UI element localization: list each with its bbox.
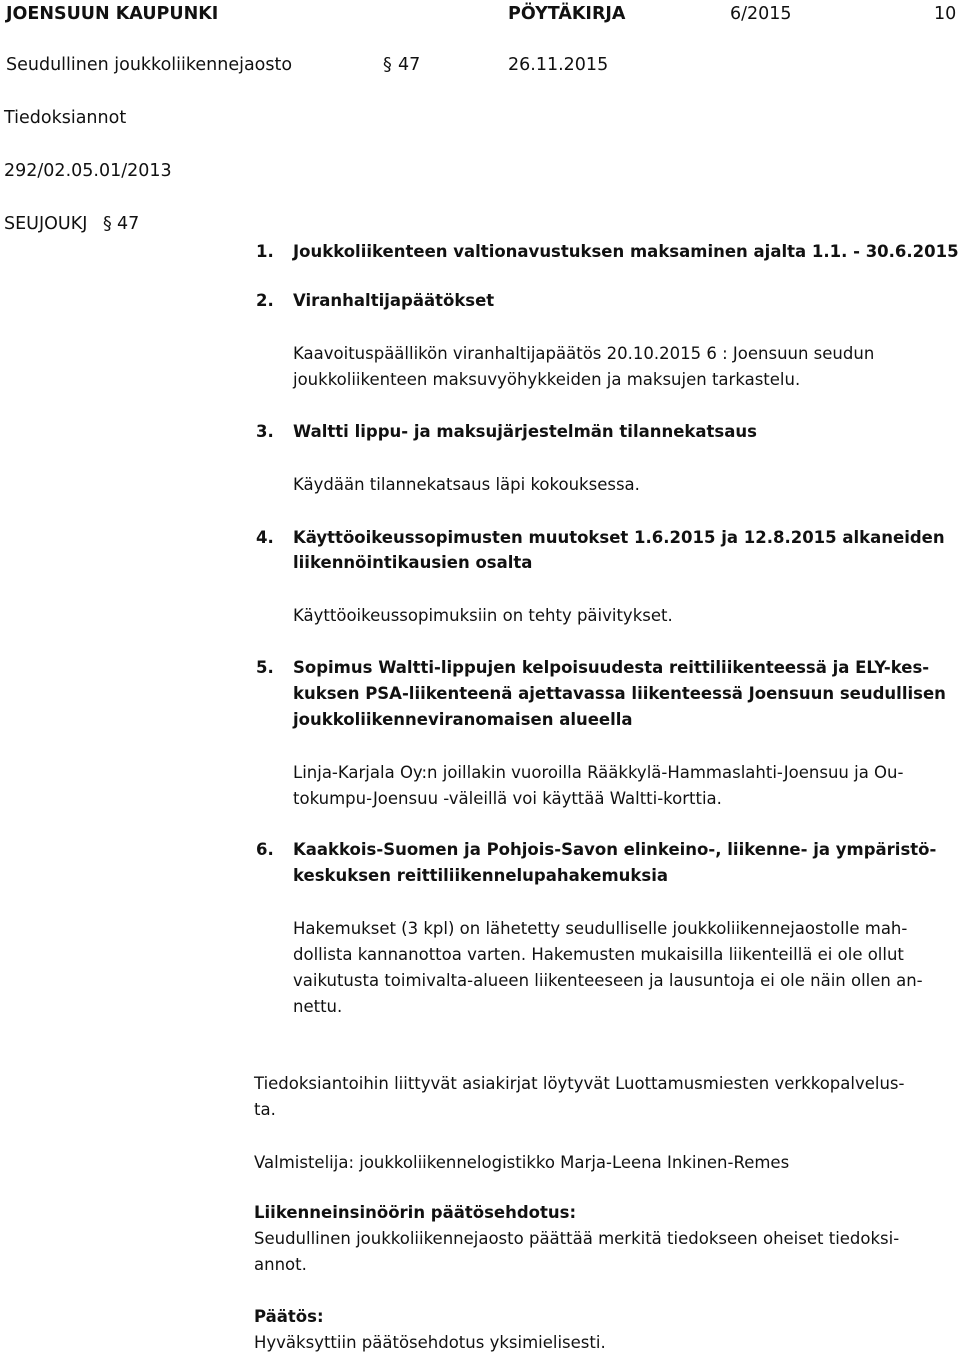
- section-number: 47: [398, 55, 421, 75]
- reference-number: 47: [117, 214, 140, 234]
- item-title: Waltti lippu- ja maksujärjestelmän tilannekatsaus: [293, 422, 757, 441]
- document-number: 6/2015: [730, 4, 792, 24]
- item-title: joukkoliikenneviranomaisen alueella: [293, 710, 633, 729]
- reference-prefix: SEUJOUKJ: [4, 214, 88, 234]
- preparer-line: Valmistelija: joukkoliikennelogistikko Marja-Leena Inkinen-Remes: [254, 1153, 790, 1172]
- decision-heading: Päätös:: [254, 1307, 324, 1326]
- item-title: Joukkoliikenteen valtionavustuksen maksaminen ajalta 1.1. - 30.6.2015: [293, 242, 959, 261]
- proposal-heading: Liikenneinsinöörin päätösehdotus:: [254, 1203, 577, 1222]
- item-title: liikennöintikausien osalta: [293, 553, 533, 572]
- item-title: Käyttöoikeussopimusten muutokset 1.6.2015 ja 12.8.2015 alkaneiden: [293, 528, 945, 547]
- item-title: Kaakkois-Suomen ja Pohjois-Savon elinkeino-, liikenne- ja ympäristö-: [293, 840, 937, 859]
- item-body: vaikutusta toimivalta-alueen liikenteeseen ja lausuntoja ei ole näin ollen an-: [293, 971, 923, 990]
- item-body: Käydään tilannekatsaus läpi kokouksessa.: [293, 475, 640, 494]
- document-type: PÖYTÄKIRJA: [508, 4, 626, 24]
- item-body: Hakemukset (3 kpl) on lähetetty seudulliselle joukkoliikennejaostolle mah-: [293, 919, 908, 938]
- section-sign-icon: §: [103, 214, 112, 234]
- item-body: Linja-Karjala Oy:n joillakin vuoroilla Rääkkylä-Hammaslahti-Joensuu ja Ou-: [293, 763, 904, 782]
- item-title: kuksen PSA-liikenteenä ajettavassa liikenteessä Joensuun seudullisen: [293, 684, 946, 703]
- meeting-date: 26.11.2015: [508, 55, 609, 75]
- item-title: Sopimus Waltti-lippujen kelpoisuudesta reittiliikenteessä ja ELY-kes-: [293, 658, 930, 677]
- item-body: Käyttöoikeussopimuksiin on tehty päivitykset.: [293, 606, 673, 625]
- proposal-text: Seudullinen joukkoliikennejaosto päättää merkitä tiedokseen oheiset tiedoksi-: [254, 1229, 900, 1248]
- page-title: Tiedoksiannot: [4, 108, 127, 128]
- item-body: joukkoliikenteen maksuvyöhykkeiden ja maksujen tarkastelu.: [293, 370, 801, 389]
- item-number: 3.: [256, 422, 274, 441]
- item-number: 6.: [256, 840, 274, 859]
- item-body: Kaavoituspäällikön viranhaltijapäätös 20.10.2015 6 : Joensuun seudun: [293, 344, 875, 363]
- proposal-text: annot.: [254, 1255, 307, 1274]
- item-body: dollista kannanottoa varten. Hakemusten mukaisilla liikenteillä ei ole ollut: [293, 945, 904, 964]
- documents-note: Tiedoksiantoihin liittyvät asiakirjat löytyvät Luottamusmiesten verkkopalvelus-: [254, 1074, 905, 1093]
- record-number: 292/02.05.01/2013: [4, 161, 172, 181]
- item-number: 4.: [256, 528, 274, 547]
- decision-text: Hyväksyttiin päätösehdotus yksimielisesti.: [254, 1333, 606, 1352]
- page-number: 10: [934, 4, 957, 24]
- municipality-name: JOENSUUN KAUPUNKI: [6, 4, 219, 24]
- body-name: Seudullinen joukkoliikennejaosto: [6, 55, 293, 75]
- item-body: tokumpu-Joensuu -väleillä voi käyttää Waltti-korttia.: [293, 789, 722, 808]
- item-title: keskuksen reittiliikennelupahakemuksia: [293, 866, 668, 885]
- documents-note: ta.: [254, 1100, 276, 1119]
- section-sign-icon: §: [383, 55, 392, 75]
- item-number: 2.: [256, 291, 274, 310]
- item-number: 1.: [256, 242, 274, 261]
- item-body: nettu.: [293, 997, 343, 1016]
- item-title: Viranhaltijapäätökset: [293, 291, 495, 310]
- item-number: 5.: [256, 658, 274, 677]
